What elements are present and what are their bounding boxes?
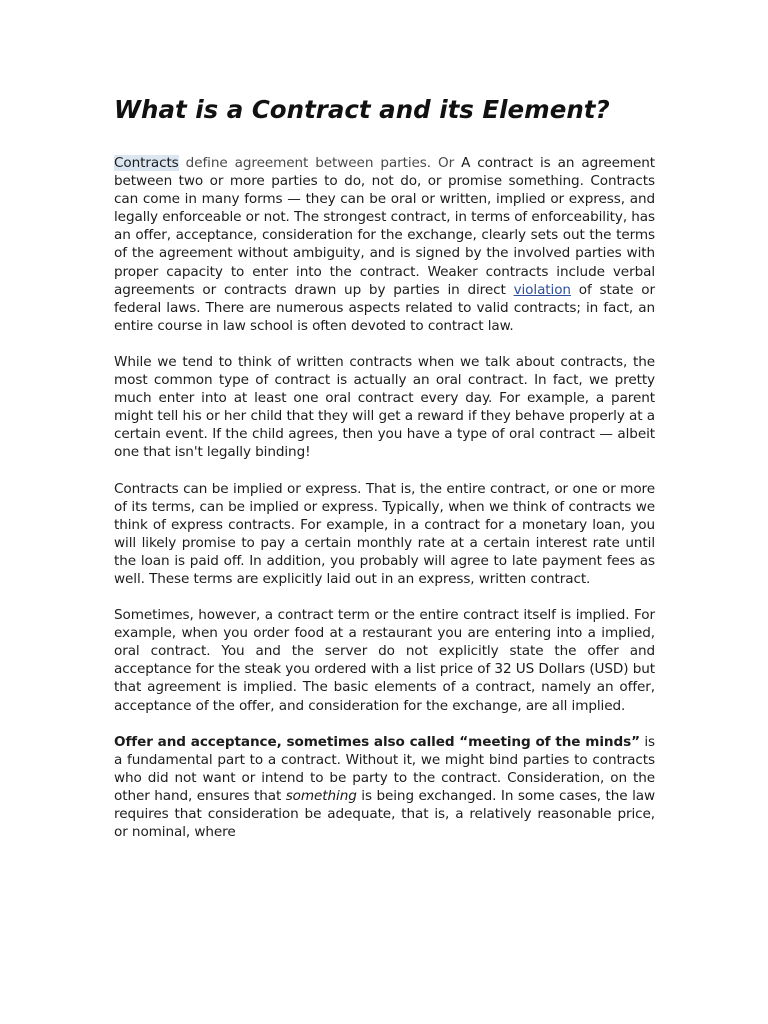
page-title: What is a Contract and its Element?: [114, 95, 610, 124]
paragraph-5: [114, 733, 655, 842]
paragraph-1: [114, 154, 655, 335]
paragraph-1-intro: define agreement between parties. Or: [178, 155, 462, 171]
paragraph-5-bold-lead: Offer and acceptance, sometimes also called “meeting of the minds”: [114, 733, 640, 750]
paragraph-3: Contracts can be implied or express. That is, the entire contract, or one or more of its terms, can be implied or express. Typically, when we think of contracts we think of express contracts. For example, in a contract for a monetary loan, you will likely promise to pay a certain monthly rate at a certain interest rate until the loan is paid off. In addition, you probably will agree to late payment fees as well. These terms are explicitly laid out in an express, written contract.: [114, 480, 655, 587]
paragraph-1-text-a: A contract is an agreement between two or more parties to do, not do, or promise something. Contracts can come in many forms — they can be oral or written, implied or express, and legally enforceable or not. The strongest contract, in terms of enforceability, has an offer, acceptance, consideration for the exchange, clearly sets out the terms of the agreement without ambiguity, and is signed by the involved parties with proper capacity to enter into the contract. Weaker contracts include verbal agreements or contracts drawn up by parties in direct: [114, 155, 655, 298]
paragraph-1-text-b: of state or federal laws. There are numerous aspects related to valid contracts; in fact, an entire course in law school is often devoted to contract law.: [114, 281, 655, 334]
highlighted-word[interactable]: Contracts: [114, 155, 179, 171]
violation-link[interactable]: violation: [513, 281, 571, 298]
paragraph-5-text-b: is being exchanged. In some cases, the law requires that consideration be adequate, that is, a relatively reasonable price, or nominal, where: [114, 787, 655, 841]
paragraph-4: Sometimes, however, a contract term or the entire contract itself is implied. For example, when you order food at a restaurant you are entering into a implied, oral contract. You and the server do not explicitly state the offer and acceptance for the steak you ordered with a list price of 32 US Dollars (USD) but that agreement is implied. The basic elements of a contract, namely an offer, acceptance of the offer, and consideration for the exchange, are all implied.: [114, 607, 655, 714]
paragraph-5-text-a: is a fundamental part to a contract. Without it, we might bind parties to contracts who did not want or intend to be party to the contract. Consideration, on the other hand, ensures that: [114, 733, 655, 804]
paragraph-5-italic: something: [285, 787, 357, 804]
paragraph-2: While we tend to think of written contracts when we talk about contracts, the most common type of contract is actually an oral contract. In fact, we pretty much enter into at least one oral contract every day. For example, a parent might tell his or her child that they will get a reward if they behave properly at a certain event. If the child agrees, then you have a type of oral contract — albeit one that isn't legally binding!: [114, 353, 655, 461]
